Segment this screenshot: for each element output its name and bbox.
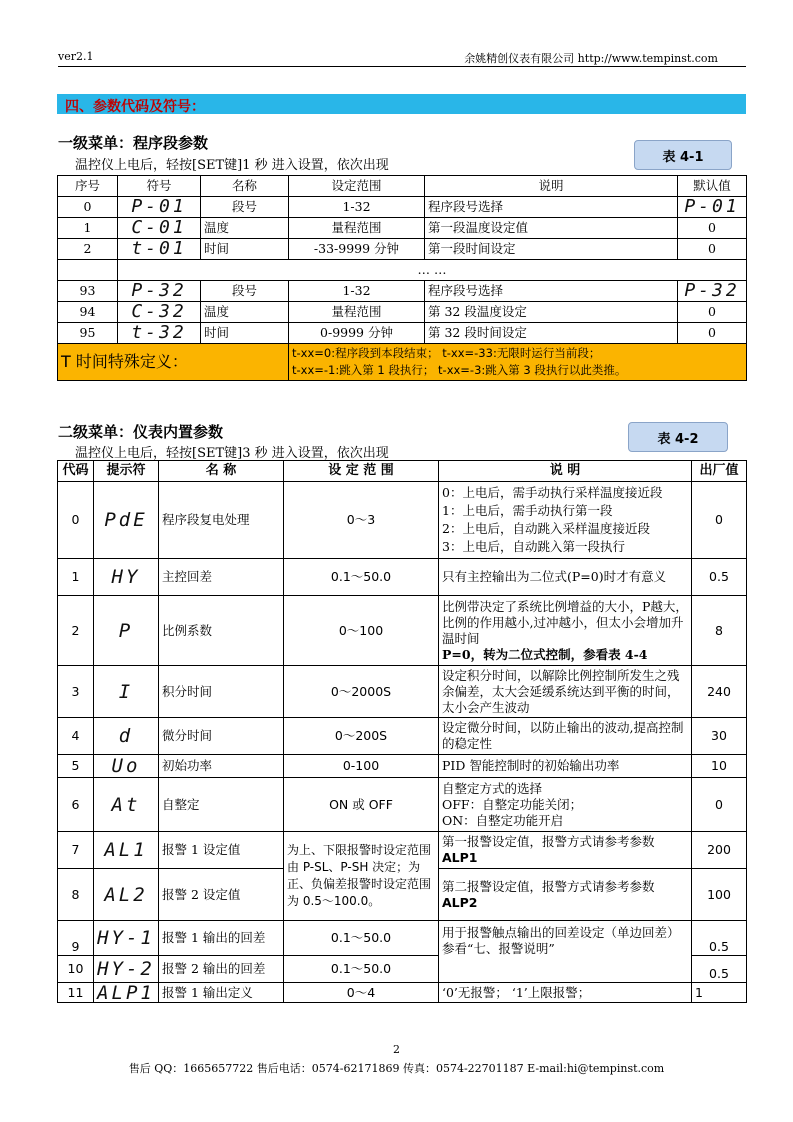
table1-tag: 表 4-1	[634, 140, 732, 170]
cell-range: 0～200S	[284, 718, 439, 755]
table1-subtitle: 温控仪上电后，轻按[SET键]1 秒 进入设置，依次出现	[75, 158, 389, 173]
col-header: 符号	[118, 176, 201, 197]
cell-desc: 第 32 段温度设定	[425, 302, 678, 323]
cell-symbol: Uo	[94, 755, 159, 778]
instrument-parameter-table	[57, 460, 747, 1003]
cell-symbol: C-32	[118, 302, 201, 323]
cell-code: 7	[58, 832, 94, 869]
cell-no: 0	[58, 197, 118, 218]
cell-default: P-32	[678, 281, 747, 302]
cell-symbol: d	[94, 718, 159, 755]
col-header: 说 明	[439, 461, 692, 482]
desc-line: 2：上电后，自动跳入采样温度接近段	[442, 521, 650, 536]
special-label: T 时间特殊定义：	[58, 344, 289, 381]
desc-line: 参看“七、报警说明”	[442, 941, 555, 956]
cell-code: 10	[58, 956, 94, 983]
special-line-2: t-xx=-1:跳入第 1 段执行； t-xx=-3:跳入第 3 段执行以此类推。	[292, 363, 627, 377]
cell-default: 0	[678, 239, 747, 260]
cell-no: 94	[58, 302, 118, 323]
cell-desc	[439, 596, 692, 666]
cell-symbol: At	[94, 778, 159, 832]
col-header: 提示符	[94, 461, 159, 482]
ellipsis-row	[58, 260, 747, 281]
cell-code: 2	[58, 596, 94, 666]
table-row	[58, 197, 747, 218]
cell-range: 0.1～50.0	[284, 956, 439, 983]
table-row	[58, 832, 747, 869]
cell-no: 1	[58, 218, 118, 239]
cell-range: 0.1～50.0	[284, 921, 439, 956]
col-header: 序号	[58, 176, 118, 197]
table-row	[58, 559, 747, 596]
cell-name: 比例系数	[159, 596, 284, 666]
cell-range: 0～2000S	[284, 666, 439, 718]
cell-default: 0	[678, 302, 747, 323]
cell-default: 200	[692, 832, 747, 869]
cell-symbol: C-01	[118, 218, 201, 239]
cell-default: 0.5	[692, 559, 747, 596]
cell-name: 时间	[201, 323, 289, 344]
cell-name: 时间	[201, 239, 289, 260]
cell-name: 温度	[201, 302, 289, 323]
cell-name: 主控回差	[159, 559, 284, 596]
cell-name: 初始功率	[159, 755, 284, 778]
cell-default: 0	[678, 218, 747, 239]
section-title: 四、参数代码及符号：	[65, 99, 205, 115]
cell-default: 0	[692, 778, 747, 832]
table2-tag: 表 4-2	[628, 422, 728, 452]
cell-range: 1-32	[289, 197, 425, 218]
cell-name: 报警 1 设定值	[159, 832, 284, 869]
cell-code: 1	[58, 559, 94, 596]
table1-title: 一级菜单：程序段参数	[58, 134, 209, 152]
cell-name: 温度	[201, 218, 289, 239]
table-row	[58, 218, 747, 239]
table-row	[58, 323, 747, 344]
cell-desc	[439, 832, 692, 869]
cell-symbol: I	[94, 666, 159, 718]
cell-default: 0.5	[692, 956, 747, 983]
cell-symbol: HY-2	[94, 956, 159, 983]
cell-code: 8	[58, 869, 94, 921]
cell-range: ON 或 OFF	[284, 778, 439, 832]
section-bar	[57, 94, 746, 114]
alarm-range-note: 为上、下限报警时设定范围由 P-SL、P-SH 决定；为正、负偏差报警时设定范围为 0.5～100.0。	[284, 832, 439, 921]
desc-line: 第一报警设定值，报警方式请参考参数	[442, 834, 655, 849]
col-header: 说明	[425, 176, 678, 197]
cell-no: 2	[58, 239, 118, 260]
table-row	[58, 302, 747, 323]
col-header: 设 定 范 围	[284, 461, 439, 482]
desc-bold-line: ALP1	[442, 850, 478, 865]
cell-symbol: HY-1	[94, 921, 159, 956]
cell-default: 240	[692, 666, 747, 718]
cell-name: 段号	[201, 281, 289, 302]
table-row	[58, 666, 747, 718]
desc-line: 比例带决定了系统比例增益的大小，P越大，比例的作用越小,过冲越小，但太小会增加升温时间	[442, 598, 688, 646]
cell-code: 11	[58, 983, 94, 1003]
cell-code: 5	[58, 755, 94, 778]
desc-line: 用于报警触点输出的回差设定（单边回差）	[442, 925, 680, 940]
cell-desc: 第一段温度设定值	[425, 218, 678, 239]
table2-header-row	[58, 461, 747, 482]
cell-code: 0	[58, 482, 94, 559]
desc-line: 1：上电后，需手动执行第一段	[442, 503, 613, 518]
col-header: 名称	[201, 176, 289, 197]
cell-name: 段号	[201, 197, 289, 218]
cell-range: 0～4	[284, 983, 439, 1003]
table-row	[58, 482, 747, 559]
table-row	[58, 983, 747, 1003]
cell-symbol: t-32	[118, 323, 201, 344]
col-header: 出厂值	[692, 461, 747, 482]
cell-desc: 程序段号选择	[425, 281, 678, 302]
cell-symbol: P-01	[118, 197, 201, 218]
cell-code: 3	[58, 666, 94, 718]
cell-desc	[439, 482, 692, 559]
cell-range: -33-9999 分钟	[289, 239, 425, 260]
cell-default: 1	[692, 983, 747, 1003]
cell-default: P-01	[678, 197, 747, 218]
cell-range: 0～3	[284, 482, 439, 559]
desc-line: ON：自整定功能开启	[442, 812, 564, 828]
col-header: 代码	[58, 461, 94, 482]
cell-desc: 只有主控输出为二位式(P=0)时才有意义	[439, 559, 692, 596]
cell-code: 9	[58, 921, 94, 956]
desc-line: OFF：自整定功能关闭；	[442, 796, 583, 812]
desc-line: 0：上电后，需手动执行采样温度接近段	[442, 485, 663, 500]
cell-name: 报警 2 设定值	[159, 869, 284, 921]
table-row	[58, 755, 747, 778]
cell-desc: 第 32 段时间设定	[425, 323, 678, 344]
desc-line: 自整定方式的选择	[442, 780, 543, 796]
table2-subtitle: 温控仪上电后，轻按[SET键]3 秒 进入设置，依次出现	[75, 446, 389, 461]
cell-desc	[439, 921, 692, 983]
time-special-definition-row	[58, 344, 747, 381]
cell-default: 100	[692, 869, 747, 921]
cell-range: 量程范围	[289, 218, 425, 239]
table1-header-row	[58, 176, 747, 197]
cell-symbol: AL1	[94, 832, 159, 869]
cell-name: 自整定	[159, 778, 284, 832]
special-line-1: t-xx=0:程序段到本段结束； t-xx=-33:无限时运行当前段；	[292, 346, 601, 360]
cell-default: 0	[692, 482, 747, 559]
footer-contact: 售后 QQ：1665657722 售后电话：0574-62171869 传真：0574-22701187 E-mail:hi@tempinst.com	[128, 1062, 665, 1075]
desc-bold-line: ALP2	[442, 894, 478, 910]
cell-symbol: AL2	[94, 869, 159, 921]
cell-no: 93	[58, 281, 118, 302]
page-number: 2	[393, 1043, 400, 1056]
cell-desc: 设定积分时间，以解除比例控制所发生之残余偏差，太大会延缓系统达到平衡的时间，太小会产生波动	[439, 666, 692, 718]
cell-range: 量程范围	[289, 302, 425, 323]
col-header: 名 称	[159, 461, 284, 482]
table-row	[58, 596, 747, 666]
cell-name: 报警 1 输出的回差	[159, 921, 284, 956]
cell-desc: 第一段时间设定	[425, 239, 678, 260]
table-row	[58, 778, 747, 832]
cell-default: 10	[692, 755, 747, 778]
special-definitions	[289, 344, 747, 381]
cell-desc: 设定微分时间，以防止输出的波动,提高控制的稳定性	[439, 718, 692, 755]
cell-desc: 程序段号选择	[425, 197, 678, 218]
cell-name: 程序段复电处理	[159, 482, 284, 559]
col-header: 设定范围	[289, 176, 425, 197]
cell-code: 4	[58, 718, 94, 755]
desc-line: 3：上电后，自动跳入第一段执行	[442, 539, 625, 554]
table-row	[58, 281, 747, 302]
table2-title: 二级菜单：仪表内置参数	[58, 423, 224, 441]
desc-line: 第二报警设定值，报警方式请参考参数	[442, 878, 655, 894]
cell-name: 报警 1 输出定义	[159, 983, 284, 1003]
cell-code: 6	[58, 778, 94, 832]
cell-default: 0	[678, 323, 747, 344]
cell-range: 0～100	[284, 596, 439, 666]
cell-default: 30	[692, 718, 747, 755]
cell-default: 0.5	[692, 921, 747, 956]
table-row	[58, 718, 747, 755]
cell-name: 积分时间	[159, 666, 284, 718]
cell-symbol: PdE	[94, 482, 159, 559]
table-row	[58, 921, 747, 956]
cell-name: 微分时间	[159, 718, 284, 755]
desc-bold-line: P=0，转为二位式控制，参看表 4-4	[442, 646, 648, 662]
cell-name: 报警 2 输出的回差	[159, 956, 284, 983]
cell-range: 0-9999 分钟	[289, 323, 425, 344]
cell-desc	[439, 869, 692, 921]
cell-symbol: HY	[94, 559, 159, 596]
cell-desc	[439, 778, 692, 832]
cell-symbol: t-01	[118, 239, 201, 260]
cell-desc: PID 智能控制时的初始输出功率	[439, 755, 692, 778]
company-header: 余姚精创仪表有限公司 http://www.tempinst.com	[464, 52, 718, 65]
ellipsis: … …	[118, 260, 747, 281]
cell-range: 1-32	[289, 281, 425, 302]
cell-symbol: ALP1	[94, 983, 159, 1003]
cell-desc: ‘0’无报警； ‘1’上限报警；	[439, 983, 692, 1003]
cell-range: 0.1～50.0	[284, 559, 439, 596]
program-segment-table	[57, 175, 747, 381]
cell-symbol: P	[94, 596, 159, 666]
col-header: 默认值	[678, 176, 747, 197]
cell-default: 8	[692, 596, 747, 666]
doc-version: ver2.1	[58, 50, 94, 63]
table-row	[58, 239, 747, 260]
cell-no: 95	[58, 323, 118, 344]
header-divider	[58, 66, 746, 67]
cell-range: 0-100	[284, 755, 439, 778]
cell-symbol: P-32	[118, 281, 201, 302]
